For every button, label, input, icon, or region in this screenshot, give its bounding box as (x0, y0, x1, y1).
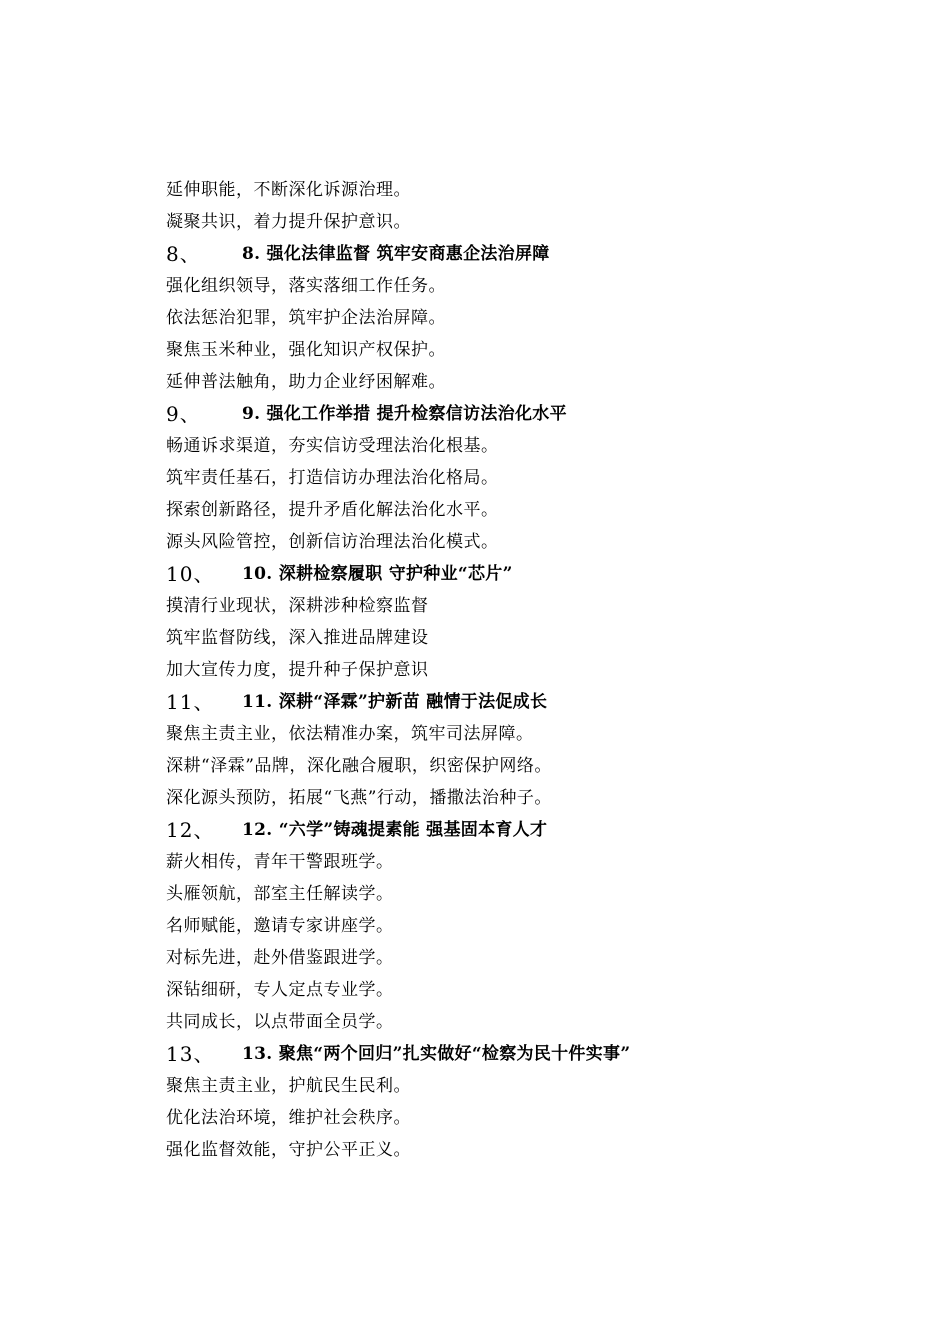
section-line: 强化组织领导，落实落细工作任务。 (166, 276, 446, 296)
section-heading (166, 686, 866, 718)
section-heading (166, 398, 866, 430)
section-line: 深化源头预防，拓展“飞燕”行动，播撒法治种子。 (166, 788, 552, 808)
section-title: 11. 深耕“泽霖”护新苗 融情于法促成长 (242, 692, 548, 712)
document-body (166, 174, 866, 1166)
section-line: 源头风险管控，创新信访治理法治化模式。 (166, 532, 499, 552)
section-number: 11、 (166, 690, 215, 714)
section-line: 延伸普法触角，助力企业纾困解难。 (166, 372, 446, 392)
section-line: 加大宣传力度，提升种子保护意识 (166, 660, 429, 680)
section-line: 对标先进，赴外借鉴跟进学。 (166, 948, 394, 968)
section-line: 筑牢责任基石，打造信访办理法治化格局。 (166, 468, 499, 488)
section-number: 8、 (166, 242, 201, 266)
section-line: 聚焦主责主业，护航民生民利。 (166, 1076, 411, 1096)
section-number: 10、 (166, 562, 215, 586)
section-line: 聚焦玉米种业，强化知识产权保护。 (166, 340, 446, 360)
section-title: 8. 强化法律监督 筑牢安商惠企法治屏障 (242, 244, 550, 264)
section-number: 9、 (166, 402, 201, 426)
section-line: 摸清行业现状，深耕涉种检察监督 (166, 596, 429, 616)
intro-line: 凝聚共识，着力提升保护意识。 (166, 212, 411, 232)
section-line: 畅通诉求渠道，夯实信访受理法治化根基。 (166, 436, 499, 456)
section-line: 优化法治环境，维护社会秩序。 (166, 1108, 411, 1128)
section-heading (166, 814, 866, 846)
intro-line: 延伸职能，不断深化诉源治理。 (166, 180, 411, 200)
section-title: 9. 强化工作举措 提升检察信访法治化水平 (242, 404, 567, 424)
section-heading (166, 1038, 866, 1070)
section-line: 筑牢监督防线，深入推进品牌建设 (166, 628, 429, 648)
section-title: 13. 聚焦“两个回归”扎实做好“检察为民十件实事” (242, 1044, 631, 1064)
section-number: 13、 (166, 1042, 215, 1066)
section-line: 聚焦主责主业，依法精准办案，筑牢司法屏障。 (166, 724, 534, 744)
section-line: 强化监督效能，守护公平正义。 (166, 1140, 411, 1160)
section-line: 深耕“泽霖”品牌，深化融合履职，织密保护网络。 (166, 756, 552, 776)
section-line: 共同成长，以点带面全员学。 (166, 1012, 394, 1032)
section-line: 薪火相传，青年干警跟班学。 (166, 852, 394, 872)
section-line: 头雁领航，部室主任解读学。 (166, 884, 394, 904)
section-heading (166, 558, 866, 590)
section-number: 12、 (166, 818, 215, 842)
section-title: 12. “六学”铸魂提素能 强基固本育人才 (242, 820, 548, 840)
section-heading (166, 238, 866, 270)
section-line: 深钻细研，专人定点专业学。 (166, 980, 394, 1000)
section-line: 依法惩治犯罪，筑牢护企法治屏障。 (166, 308, 446, 328)
section-title: 10. 深耕检察履职 守护种业“芯片” (242, 564, 513, 584)
section-line: 探索创新路径，提升矛盾化解法治化水平。 (166, 500, 499, 520)
section-line: 名师赋能，邀请专家讲座学。 (166, 916, 394, 936)
